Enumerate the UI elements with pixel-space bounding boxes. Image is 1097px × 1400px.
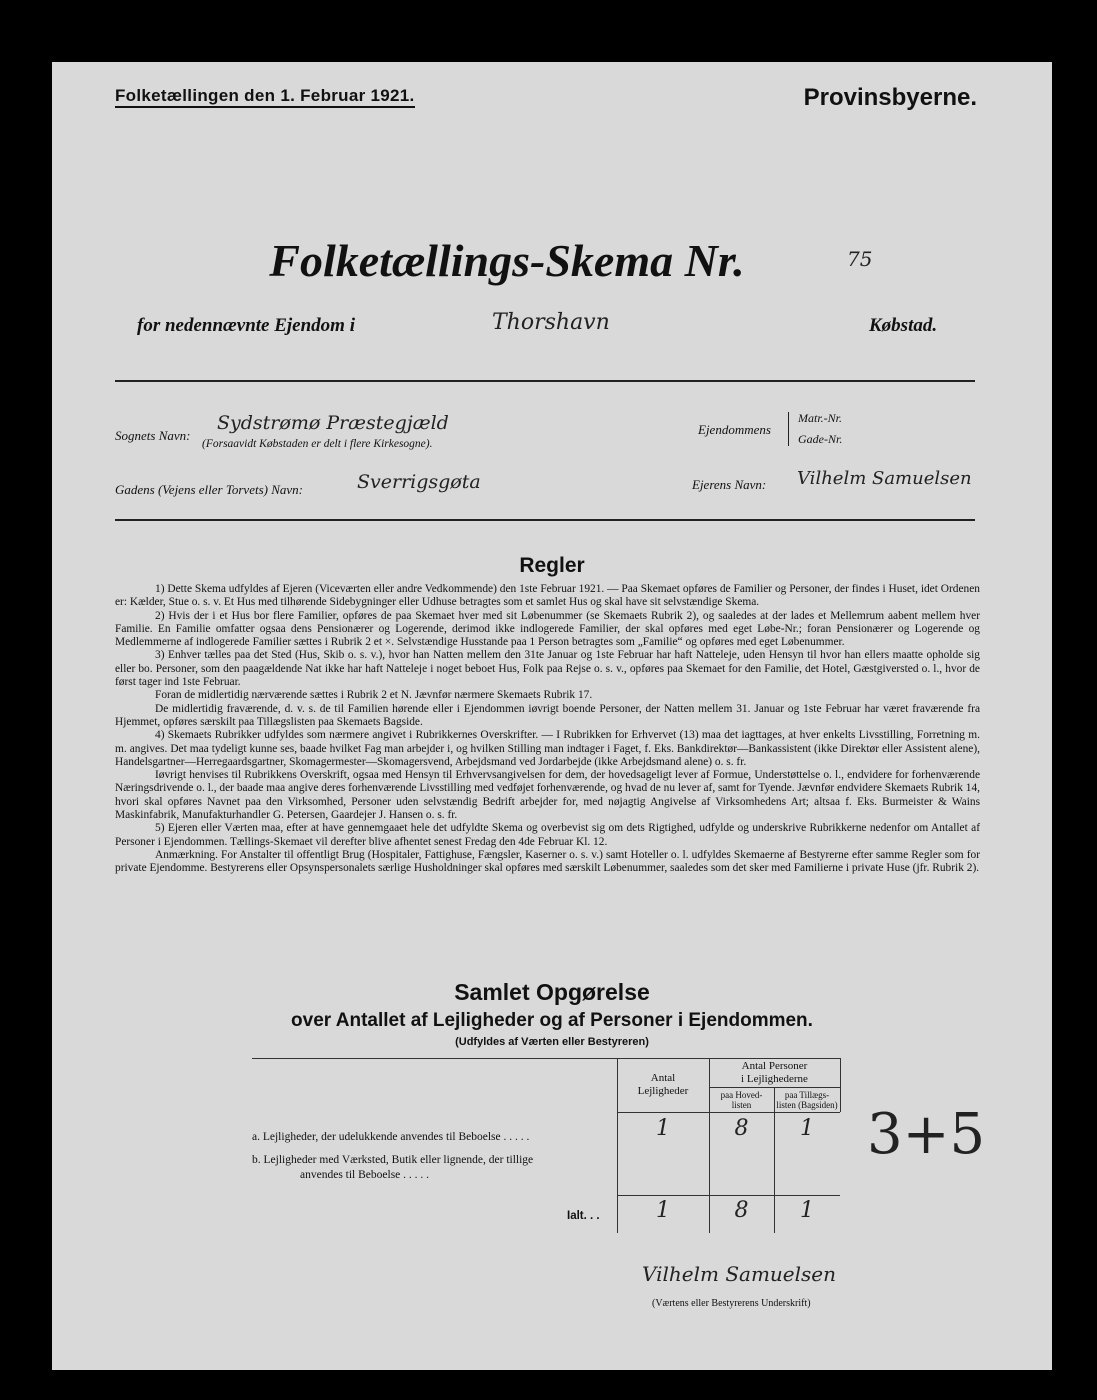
rule-paragraph: 5) Ejeren eller Værten maa, efter at have gennemgaaet hele det udfyldte Skema og overbevist sig om dets Rigtighed, udfylde og underskrive Rubrikkerne nedenfor om Antallet af Personer i Ejendommen. Tællings-Skemaet vil derefter blive afhentet senest Fredag den 4de Februar Kl. 12. [115,822,980,848]
col-header-text: Lejligheder [637,1085,689,1097]
col-header-text: listen (Bagsiden) [776,1100,838,1110]
parish-value-handwritten: Sydstrømø Præstegjæld [217,412,449,434]
table-vline [840,1058,841,1112]
row-b-label: b. Lejligheder med Værksted, Butik eller lignende, der tillige [252,1154,534,1166]
summary-note: (Udfyldes af Værten eller Bestyreren) [455,1036,649,1048]
col-header-text: Antal Personer [741,1060,808,1072]
property-label: Ejendommens [698,422,771,437]
header-region: Provinsbyerne. [803,84,977,111]
owner-value-handwritten: Vilhelm Samuelsen [797,468,972,489]
property-town-label: for nedennævnte Ejendom i [137,315,355,336]
rule-paragraph: Foran de midlertidig nærværende sættes i Rubrik 2 et N. Jævnfør nærmere Skemaets Rubrik 17. [155,689,593,702]
col-header-personer [709,1060,840,1086]
row-b-label-cont: anvendes til Beboelse . . . . . [300,1169,430,1181]
street-value-handwritten: Sverrigsgøta [357,471,481,493]
bracket [788,412,795,446]
rule-paragraph: 1) Dette Skema udfyldes af Ejeren (Viceværten eller andre Vedkommende) den 1ste Februar 1921. — Paa Skemaet opføres de Familier og Personer, der findes i Huset, idet Ordenen er: Kælder, Stue o. s. v. Et Hus med tilhørende Sidebygninger eller Udhuse betragtes som et samlet Hus og skal have sit selvstændige Skema. [115,583,980,609]
col-header-lejligheder [617,1072,709,1098]
signature-caption: (Værtens eller Bestyrerens Underskrift) [652,1298,811,1309]
table-body-line [617,1195,840,1196]
rule-paragraph: De midlertidig fraværende, d. v. s. de til Familien hørende eller i Ejendommen iøvrigt boende Personer, der Natten mellem 31. Januar og 1ste Februar har været fraværende fra Hjemmet, opføres særskilt paa Tillægslisten paa Skemaets Bagside. [115,702,980,728]
total-label: Ialt. . . [567,1210,600,1222]
matr-label: Matr.-Nr. [798,411,843,425]
row-a-tillaegslisten: 1 [800,1116,814,1141]
divider-middle [115,519,975,521]
census-form-sheet [52,62,1052,1370]
col-header-text: Antal [650,1072,676,1084]
owner-label: Ejerens Navn: [692,477,767,492]
table-subhead-line [709,1087,840,1088]
row-a-hovedlisten: 8 [734,1116,749,1141]
rules-title: Regler [519,554,585,577]
form-title: Folketællings-Skema Nr. [269,235,745,286]
table-head-line [617,1112,840,1113]
rules-text [115,583,980,876]
col-header-text: paa Tillægs- [784,1090,830,1100]
total-tillaegslisten: 1 [800,1198,814,1223]
kobstad-label: Købstad. [869,315,938,336]
col-header-hovedlisten [709,1090,774,1110]
rule-paragraph: 2) Hvis der i et Hus bor flere Familier, opføres de paa Skemaet hver med sit Løbenummer (se Skemaets Rubrik 2), og saaledes at der lades et Mellemrum aabent mellem hver Familie. En Familie omfatter ogsaa dens Pensionærer og Logerende, derimod ikke indlogerede Familier, der skal opføres med eget Løbe-Nr.; foran Pensionærer og Logerende og Medlemmerne af indlogerede Familier sættes i Rubrik 2 et ×. Selvstændige Husstande paa 1 Person betragtes som „Familie“ og opføres med eget Løbenummer. [115,609,980,649]
margin-note-handwritten: 3+5 [867,1102,986,1167]
signature-handwritten: Vilhelm Samuelsen [642,1262,837,1286]
rule-paragraph: Iøvrigt henvises til Rubrikkens Overskrift, ogsaa med Hensyn til Erhvervsangivelsen for dem, der hovedsageligt lever af Formue, Understøttelse o. l., endvidere for forhenværende Næringsdrivende o. l., der baade maa angive deres forhenværende Livsstilling med vedføjet forhenværende, og hvad de nu lever af, samt for Tyende. Jævnfør endvidere Skemaets Rubrik 14, hvori skal opføres Navnet paa den Virksomhed, Personer uden selvstændig Bedrift arbejder for, med nøjagtig Angivelse af Virksomhedens Art; altsaa f. Eks. Burmeister & Wains Maskinfabrik, Manufakturhandler G. Petersen, Gaardejer J. Hansen o. s. fr. [115,769,980,822]
parish-label: Sognets Navn: [115,428,191,443]
total-hovedlisten: 8 [734,1198,749,1223]
summary-title: Samlet Opgørelse [454,979,650,1005]
divider-top [115,380,975,382]
col-header-tillaegslisten [774,1090,840,1110]
rule-paragraph: 3) Enhver tælles paa det Sted (Hus, Skib o. s. v.), hvor han Natten mellem den 31te Januar og 1ste Februar har haft Natteleje, uden Hensyn til hvor han ellers maatte opholde sig eller bo. Personer, som den paagældende Nat ikke har haft Natteleje i noget beboet Hus, Folk paa Rejse o. s. v., opføres paa Skemaet for den Familie, det Hotel, Gæstgiversted o. l., hvor de først tager ind 1ste Februar. [115,649,980,689]
col-header-text: listen [731,1100,752,1110]
summary-subtitle: over Antallet af Lejligheder og af Personer i Ejendommen. [291,1010,813,1031]
row-a-label: a. Lejligheder, der udelukkende anvendes til Beboelse . . . . . [252,1131,530,1143]
header-census-date: Folketællingen den 1. Februar 1921. [115,86,415,108]
total-lejligheder: 1 [656,1198,670,1223]
form-number-handwritten: 75 [847,247,873,271]
table-top-line [252,1058,840,1059]
rule-paragraph: Anmærkning. For Anstalter til offentligt Brug (Hospitaler, Fattighuse, Fængsler, Kaserner o. s. v.) samt Hoteller o. l. udfyldes Skemaerne af Bestyrerne efter samme Regler som for private Ejendomme. Bestyrerens eller Opsynspersonalets særlige Husholdninger skal opføres med særskilt Løbenummer, saaledes som det sker med Familierne i private Huse (jfr. Rubrik 2). [115,848,980,875]
col-header-text: i Lejlighederne [741,1073,808,1085]
gade-nr-label: Gade-Nr. [798,432,843,446]
town-handwritten: Thorshavn [492,310,610,335]
rule-paragraph: 4) Skemaets Rubrikker udfyldes som nærmere angivet i Rubrikkernes Overskrifter. — I Rubrikken for Erhvervet (13) maa det iagttages, at hver enkelts Livsstilling, Forretning m. m. angives. Det maa tydeligt kunne ses, baade hvilket Fag man arbejder i, og hvilken Stilling man indtager i Faget, f. Eks. Bankdirektør—Bankassistent (ikke Direktør eller Assistent alene), Handelsgartner—Herregaardsgartner, Skomagermester—Skomagersvend, Arbejdsmand ved Jordarbejde (ikke Arbejdsmand alene) o. s. fr. [115,729,980,768]
parish-note: (Forsaavidt Købstaden er delt i flere Kirkesogne). [202,438,433,450]
row-a-lejligheder: 1 [656,1116,670,1141]
col-header-text: paa Hoved- [720,1090,763,1100]
street-label: Gadens (Vejens eller Torvets) Navn: [115,482,303,497]
